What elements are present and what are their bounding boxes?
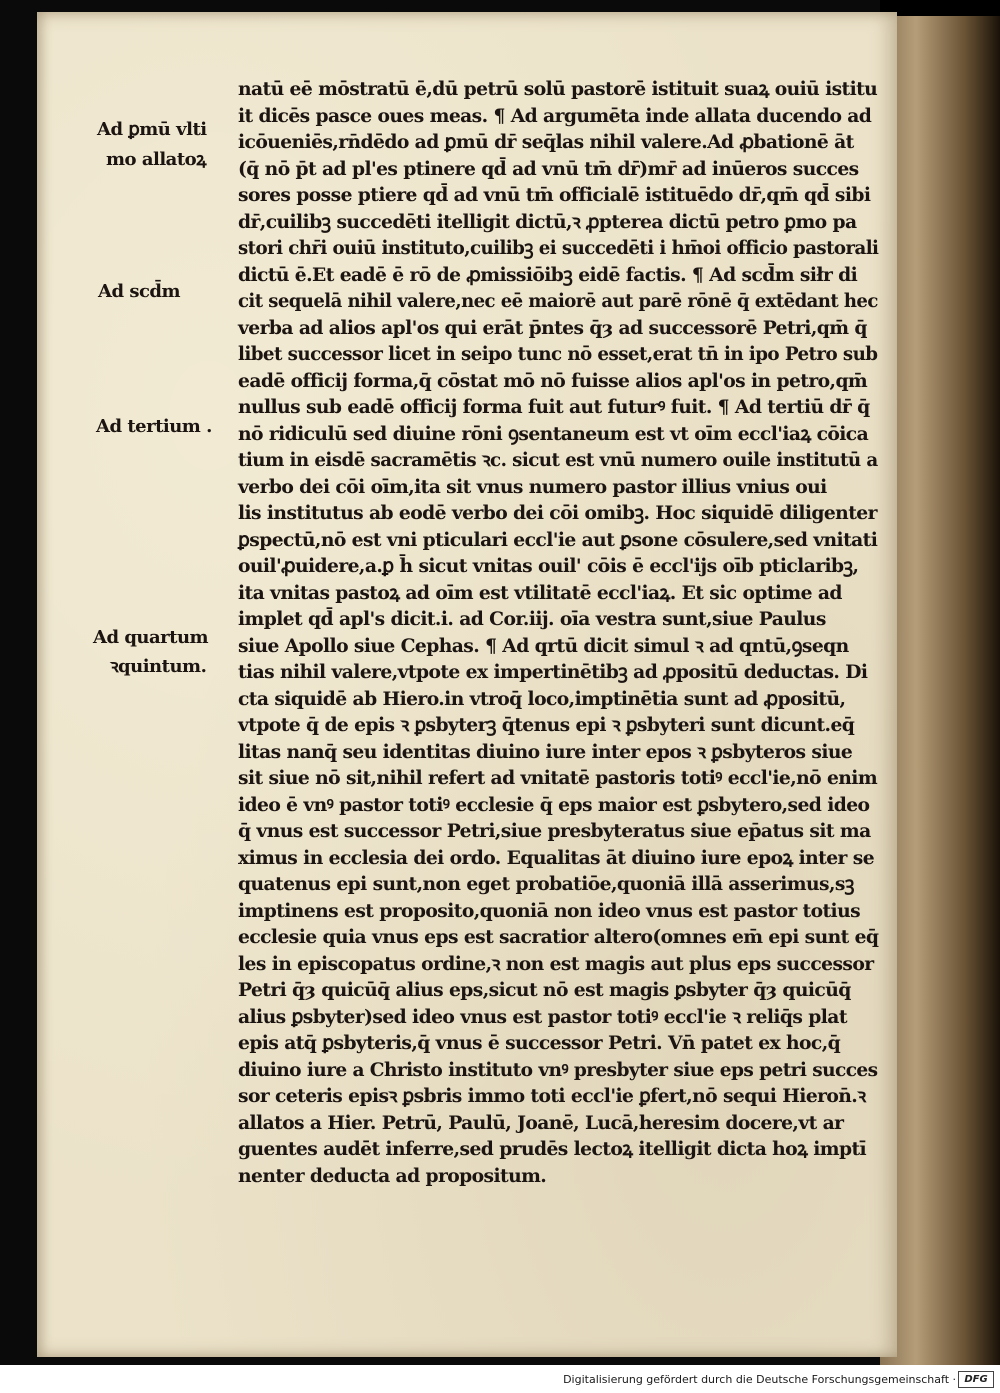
text-line: sor ceteris episꝛ ꝑsbris immo toti eccl'ie ꝑfert,nō sequi Hieron̄.ꝛ [238,1085,866,1107]
text-line: tias nihil valere,vtpote ex impertinētibꝫ ad ꝓpositū deductas. Di [238,661,868,683]
text-line: ximus in ecclesia dei ordo. Equalitas āt diuino iure epoꝝ inter se [238,846,875,869]
text-line: (q̄ nō p̄t ad pl'es ptinere qd̄ ad vnū tm̄ dr̄)mr̄ ad inūeros succes [238,157,859,180]
text-line: quatenus epi sunt,non eget probatiōe,quoniā illā asserimus,sꝫ [238,873,854,895]
text-line: imptinens est proposito,quoniā non ideo vnus est pastor totius [238,899,861,922]
text-line: guentes audēt inferre,sed prudēs lectoꝝ itelligit dicta hoꝝ imptī [238,1138,867,1160]
text-line: it dicēs pasce oues meas. ¶ Ad argumēta inde allata ducendo ad [238,104,872,127]
text-line: ouil'ꝓuidere,a.ꝑ h̄ sicut vnitas ouil' cōis ē eccl'ijs oīb pticlaribꝫ, [238,555,859,577]
text-line: les in episcopatus ordine,ꝛ non est magis aut plus eps successor [238,952,874,975]
text-line: ita vnitas pastoꝝ ad oīm est vtilitatē eccl'iaꝝ. Et sic optime ad [238,581,842,604]
text-line: nullus sub eadē officij forma fuit aut futurꝰ fuit. ¶ Ad tertiū dr̄ q̄ [238,396,870,418]
text-line: libet successor licet in seipo tunc nō esset,erat tn̄ in ipo Petro sub [238,343,878,365]
text-line: allatos a Hier. Petrū, Paulū, Joanē, Lucā,heresim docere,vt ar [238,1111,844,1134]
text-line: stori chr̄i ouiū instituto,cuilibꝫ ei succedēti i hm̄oi officio pastorali [238,237,879,259]
text-line: sit siue nō sit,nihil refert ad vnitatē pastoris totiꝰ eccl'ie,nō enim [238,767,878,789]
text-line: ecclesie quia vnus eps est sacratior altero(omnes em̄ epi sunt eq̄ [238,926,879,948]
book-edge [880,0,1000,1365]
text-line: sores posse ptiere qd̄ ad vnū tm̄ officialē istituēdo dr̄,qm̄ qd̄ sibi [238,184,871,206]
text-line: implet qd̄ apl's dicit.i. ad Cor.iij. oīa vestra sunt,siue Paulus [238,608,826,630]
text-line: verba ad alios apl'os qui erāt p̄ntes q̄ȝ ad successorē Petri,qm̄ q̄ [238,316,867,339]
text-line: cta siquidē ab Hiero.in vtroq̄ loco,imptinētia sunt ad ꝓpositū, [238,687,846,710]
margin-note: Ad quartum [93,627,209,648]
text-line: lis institutus ab eodē verbo dei cōi omibꝫ. Hoc siquidē diligenter [238,502,877,524]
margin-note: Ad ꝑmū vlti [97,119,207,140]
footer-credit: Digitalisierung gefördert durch die Deutsche Forschungsgemeinschaft · [563,1373,956,1386]
text-line: dr̄,cuilibꝫ succedēti itelligit dictū,ꝛ ꝓpterea dictū petro ꝑmo pa [238,210,857,233]
text-line: eadē officij forma,q̄ cōstat mō nō fuisse alios apl'os in petro,qm̄ [238,369,868,392]
text-line: natū eē mōstratū ē,dū petrū solū pastorē istituit suaꝝ ouiū istitu [238,78,878,100]
text-line: alius ꝑsbyter)sed ideo vnus est pastor totiꝰ eccl'ie ꝛ reliq̄s plat [238,1005,847,1028]
text-line: nō ridiculū sed diuine rōni ꝯsentaneum est vt oīm eccl'iaꝝ cōica [238,422,869,445]
text-line: nenter deducta ad propositum. [238,1164,547,1187]
margin-note: mo allatoꝝ [106,149,207,170]
text-line: ideo ē vnꝰ pastor totiꝰ ecclesie q̄ eps maior est ꝑsbytero,sed ideo [238,793,870,816]
text-line: tium in eisdē sacramētis ꝛc. sicut est vnū numero ouile institutū a [238,449,878,471]
text-line: dictū ē.Et eadē ē rō de ꝓmissiōibꝫ eidē factis. ¶ Ad scd̄m siłr di [238,263,858,286]
text-line: siue Apollo siue Cephas. ¶ Ad qrtū dicit simul ꝛ ad qntū,ꝯseqn [238,634,849,657]
text-line: verbo dei cōi oīm,ita sit vnus numero pastor illius vnius oui [238,475,827,498]
text-line: Petri q̄ȝ quicūq̄ alius eps,sicut nō est magis ꝑsbyter q̄ȝ quicūq̄ [238,979,851,1001]
scan-corner [880,0,1000,16]
text-line: vtpote q̄ de epis ꝛ ꝑsbyterꝫ q̄tenus epi ꝛ ꝑsbyteri sunt dicunt.eq̄ [238,714,855,736]
text-line: icōueniēs,rn̄dēdo ad ꝑmū dr̄ seq̄las nihil valere.Ad ꝓbationē āt [238,131,854,153]
main-text-block [238,76,888,1189]
text-line: q̄ vnus est successor Petri,siue presbyteratus siue ep̄atus sit ma [238,820,871,842]
text-line: litas nanq̄ seu identitas diuino iure inter epos ꝛ ꝑsbyteros siue [238,740,853,763]
margin-note: ꝛquintum. [110,656,207,677]
text-line: diuino iure a Christo instituto vnꝰ presbyter siue eps petri succes [238,1058,878,1081]
text-line: ꝑspectū,nō est vni pticulari eccl'ie aut ꝑsone cōsulere,sed vnitati [238,528,878,551]
margin-note: Ad scd̄m [98,281,181,302]
margin-note: Ad tertium . [96,416,212,437]
text-line: cit sequelā nihil valere,nec eē maiorē aut parē rōnē q̄ extēdant hec [238,290,878,312]
text-line: epis atq̄ ꝑsbyteris,q̄ vnus ē successor Petri. Vn̄ patet ex hoc,q̄ [238,1032,841,1054]
dfg-logo: DFG [958,1371,994,1388]
